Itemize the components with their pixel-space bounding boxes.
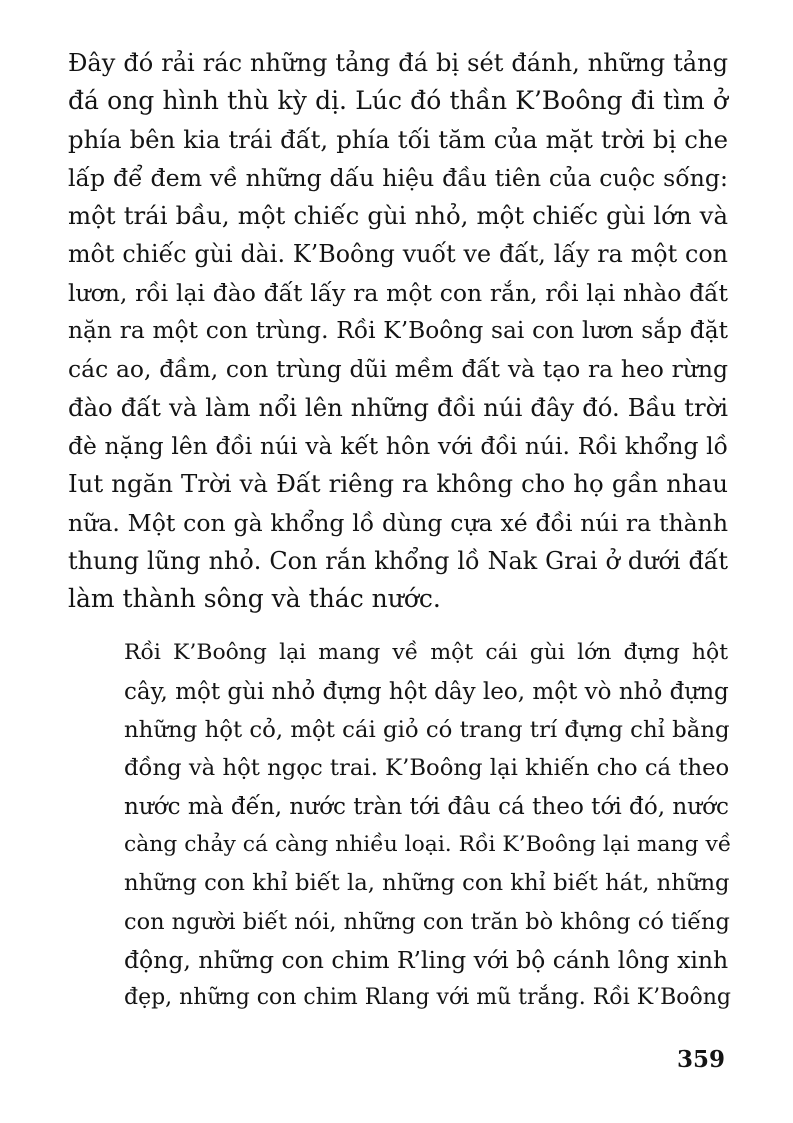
text-line: làm thành sông và thác nước. <box>68 584 441 614</box>
text-line: Iut ngăn Trời và Đất riêng ra không cho họ gần nhau <box>68 469 728 499</box>
text-line: lấp để đem về những dấu hiệu đầu tiên của cuộc sống: <box>68 163 728 192</box>
text-line: các ao, đầm, con trùng dũi mềm đất và tạo ra heo rừng <box>68 355 728 384</box>
text-line: nặn ra một con trùng. Rồi K’Boông sai con lươn sắp đặt <box>68 317 728 345</box>
text-line: đẹp, những con chim Rlang với mũ trắng. Rồi K’Boông <box>124 985 731 1011</box>
text-line: động, những con chim R’ling với bộ cánh lông xinh <box>124 945 729 974</box>
text-line: nước mà đến, nước tràn tới đâu cá theo tới đó, nước <box>124 793 729 820</box>
text-line: đồng và hột ngọc trai. K’Boông lại khiến cho cá theo <box>124 755 730 782</box>
text-line: càng chảy cá càng nhiều loại. Rồi K’Boông lại mang về <box>124 831 732 857</box>
text-line: đào đất và làm nổi lên những đồi núi đây đó. Bầu trời <box>68 392 728 422</box>
text-line: một trái bầu, một chiếc gùi nhỏ, một chiếc gùi lớn và <box>68 201 728 231</box>
text-line: những hột cỏ, một cái giỏ có trang trí đựng chỉ bằng <box>124 717 730 744</box>
paragraph-1 <box>68 44 728 618</box>
text-line: đè nặng lên đồi núi và kết hôn với đồi núi. Rồi khổng lồ <box>68 431 728 460</box>
text-line: Đây đó rải rác những tảng đá bị sét đánh, những tảng <box>68 49 728 77</box>
document-page <box>68 44 732 1017</box>
text-line: con người biết nói, những con trăn bò không có tiếng <box>124 908 730 935</box>
text-line: đá ong hình thù kỳ dị. Lúc đó thần K’Boông đi tìm ở <box>68 86 728 116</box>
text-line: môt chiếc gùi dài. K’Boông vuốt ve đất, lấy ra một con <box>68 240 728 269</box>
paragraph-2 <box>68 634 732 1017</box>
text-line: nữa. Một con gà khổng lồ dùng cựa xé đồi núi ra thành <box>68 508 728 537</box>
page-number: 359 <box>676 1046 725 1073</box>
text-line: thung lũng nhỏ. Con rắn khổng lồ Nak Grai ở dưới đất <box>68 546 728 575</box>
text-line: Rồi K’Boông lại mang về một cái gùi lớn đựng hột <box>124 640 728 666</box>
text-line: cây, một gùi nhỏ đựng hột dây leo, một vò nhỏ đựng <box>124 678 729 705</box>
text-line: lươn, rồi lại đào đất lấy ra một con rắn, rồi lại nhào đất <box>68 278 728 307</box>
text-line: phía bên kia trái đất, phía tối tăm của mặt trời bị che <box>68 124 728 154</box>
text-line: những con khỉ biết la, những con khỉ biết hát, những <box>124 870 730 897</box>
